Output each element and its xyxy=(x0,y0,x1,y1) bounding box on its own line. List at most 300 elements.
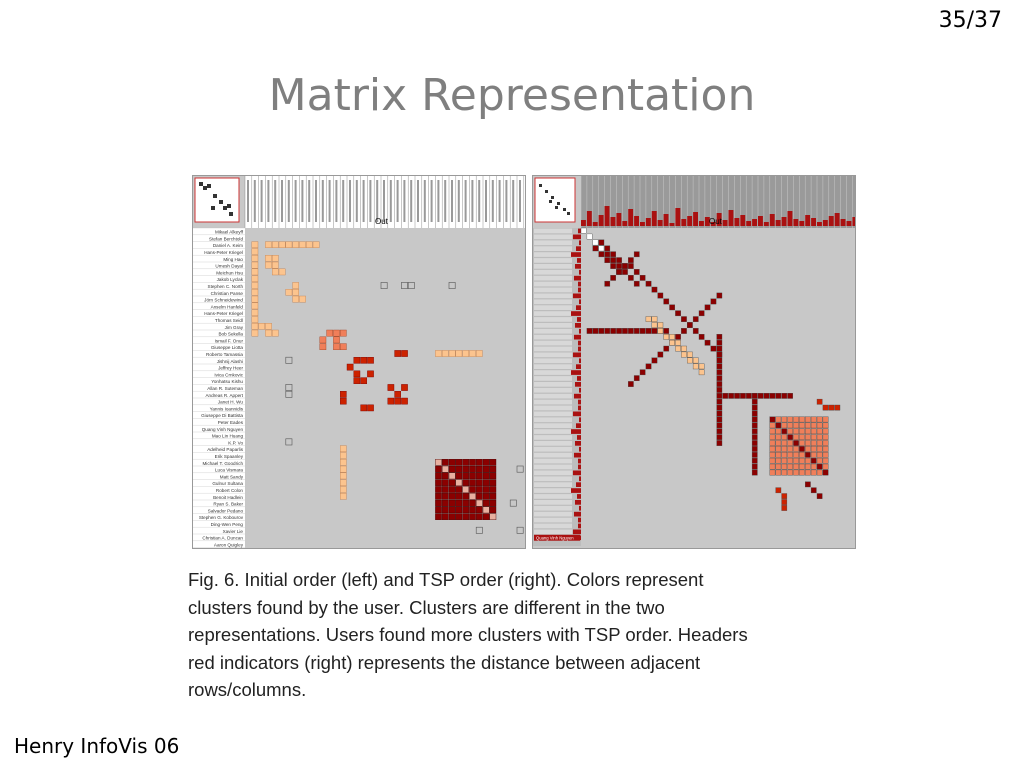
distance-indicator xyxy=(770,214,775,226)
distance-indicator xyxy=(574,512,581,517)
distance-indicator xyxy=(575,441,581,446)
matrix-cell xyxy=(817,429,822,434)
row-label-mark xyxy=(534,494,572,499)
matrix-cell xyxy=(469,350,475,356)
matrix-cell xyxy=(252,296,258,302)
matrix-cell xyxy=(776,464,781,469)
matrix-cell xyxy=(463,493,469,499)
matrix-cell xyxy=(799,470,804,475)
matrix-cell xyxy=(646,328,651,333)
matrix-cell xyxy=(435,514,441,520)
matrix-cell xyxy=(622,269,627,274)
matrix-cell xyxy=(354,378,360,384)
matrix-cell xyxy=(395,391,401,397)
column-header-text-mark xyxy=(458,180,460,222)
matrix-cell xyxy=(717,387,722,392)
matrix-cell xyxy=(340,493,346,499)
matrix-cell xyxy=(265,323,271,329)
matrix-cell xyxy=(599,328,604,333)
matrix-cell xyxy=(490,514,496,520)
distance-indicator xyxy=(579,476,581,481)
row-label: K.P. Vo xyxy=(228,440,243,446)
matrix-cell xyxy=(811,452,816,457)
distance-indicator xyxy=(575,500,581,505)
matrix-cell xyxy=(340,466,346,472)
matrix-cell xyxy=(634,281,639,286)
matrix-cell xyxy=(469,507,475,513)
matrix-cell xyxy=(793,464,798,469)
matrix-cell xyxy=(456,350,462,356)
distance-indicator xyxy=(734,218,739,226)
matrix-cell xyxy=(817,399,822,404)
matrix-cell xyxy=(664,299,669,304)
row-label: Jakob Lyclak xyxy=(216,277,243,283)
matrix-cell xyxy=(435,493,441,499)
matrix-cell xyxy=(782,452,787,457)
matrix-cell xyxy=(272,242,278,248)
matrix-cell xyxy=(664,328,669,333)
distance-indicator xyxy=(817,222,822,226)
matrix-cell xyxy=(469,473,475,479)
row-label: Christian A. Duncan xyxy=(202,535,243,541)
distance-indicator xyxy=(574,394,581,399)
matrix-cell xyxy=(823,440,828,445)
matrix-cell xyxy=(699,370,704,375)
matrix-cell xyxy=(252,303,258,309)
matrix-cell xyxy=(799,458,804,463)
empty-cell-outline xyxy=(476,527,482,533)
row-label-mark xyxy=(534,417,572,422)
distance-indicator xyxy=(579,388,581,393)
matrix-cell xyxy=(449,486,455,492)
right-matrix-panel xyxy=(532,175,856,549)
matrix-cell xyxy=(340,391,346,397)
matrix-cell xyxy=(788,423,793,428)
distance-indicator xyxy=(628,209,633,226)
matrix-cell xyxy=(476,514,482,520)
distance-indicator xyxy=(576,364,581,369)
column-header-text-mark xyxy=(505,180,507,222)
matrix-cell xyxy=(652,358,657,363)
matrix-cell xyxy=(782,435,787,440)
matrix-cell xyxy=(823,470,828,475)
row-label-mark xyxy=(534,276,572,281)
matrix-cell xyxy=(788,440,793,445)
distance-indicator xyxy=(577,376,581,381)
matrix-cell xyxy=(788,446,793,451)
matrix-cell xyxy=(456,507,462,513)
distance-indicator xyxy=(693,212,698,226)
distance-indicator xyxy=(579,270,581,275)
row-label-mark xyxy=(534,394,572,399)
row-label-mark xyxy=(534,376,572,381)
thumbnail-mark xyxy=(229,212,233,216)
matrix-cell xyxy=(435,350,441,356)
matrix-cell xyxy=(469,500,475,506)
row-label: Ming Hao xyxy=(223,256,243,262)
matrix-cell xyxy=(449,350,455,356)
matrix-cell xyxy=(675,346,680,351)
matrix-cell xyxy=(752,417,757,422)
matrix-cell xyxy=(490,486,496,492)
column-header-text-mark xyxy=(492,180,494,222)
out-label: Out xyxy=(709,217,722,226)
matrix-cell xyxy=(463,500,469,506)
matrix-cell xyxy=(823,452,828,457)
matrix-cell xyxy=(490,480,496,486)
matrix-cell xyxy=(717,352,722,357)
matrix-cell xyxy=(811,488,816,493)
matrix-cell xyxy=(793,423,798,428)
matrix-cell xyxy=(628,258,633,263)
row-label: Yonhatsu Kishu xyxy=(211,379,243,385)
row-label-mark xyxy=(534,500,572,505)
matrix-cell xyxy=(347,364,353,370)
row-label-mark xyxy=(534,471,572,476)
matrix-cell xyxy=(388,384,394,390)
column-header-text-mark xyxy=(315,180,317,222)
matrix-cell xyxy=(605,258,610,263)
matrix-cell xyxy=(442,466,448,472)
column-header-text-mark xyxy=(512,180,514,222)
matrix-cell xyxy=(758,393,763,398)
matrix-cell xyxy=(456,500,462,506)
matrix-cell xyxy=(616,258,621,263)
matrix-cell xyxy=(817,446,822,451)
matrix-cell xyxy=(752,423,757,428)
distance-indicator xyxy=(571,370,581,375)
matrix-cell xyxy=(652,322,657,327)
matrix-cell xyxy=(463,466,469,472)
distance-indicator xyxy=(811,218,816,226)
empty-cell-outline xyxy=(401,282,407,288)
distance-indicator xyxy=(578,518,581,523)
last-row-label: Quang Vinh Nguyen xyxy=(536,535,574,541)
matrix-cell xyxy=(717,440,722,445)
matrix-cell xyxy=(670,305,675,310)
matrix-cell xyxy=(793,446,798,451)
matrix-cell xyxy=(354,371,360,377)
matrix-cell xyxy=(483,480,489,486)
matrix-cell xyxy=(670,334,675,339)
matrix-cell xyxy=(340,480,346,486)
row-label-mark xyxy=(534,305,572,310)
distance-indicator xyxy=(578,459,581,464)
matrix-cell xyxy=(469,486,475,492)
matrix-cell xyxy=(782,429,787,434)
matrix-cell xyxy=(817,452,822,457)
distance-indicator xyxy=(579,329,581,334)
matrix-cell xyxy=(752,399,757,404)
matrix-cell xyxy=(476,486,482,492)
matrix-cell xyxy=(770,470,775,475)
row-label-mark xyxy=(534,429,572,434)
matrix-cell xyxy=(835,405,840,410)
matrix-cell xyxy=(469,514,475,520)
matrix-cell xyxy=(401,350,407,356)
matrix-cell xyxy=(823,458,828,463)
matrix-cell xyxy=(687,358,692,363)
matrix-cell xyxy=(265,255,271,261)
matrix-cell xyxy=(259,323,265,329)
matrix-cell xyxy=(599,246,604,251)
matrix-cell xyxy=(752,411,757,416)
matrix-cell xyxy=(605,281,610,286)
empty-cell-outline xyxy=(449,282,455,288)
row-label-mark xyxy=(534,476,572,481)
matrix-cell xyxy=(293,289,299,295)
column-header-text-mark xyxy=(485,180,487,222)
distance-indicator xyxy=(578,341,581,346)
distance-indicator xyxy=(581,220,586,226)
matrix-cell xyxy=(483,493,489,499)
column-header-text-mark xyxy=(431,180,433,222)
matrix-cell xyxy=(299,296,305,302)
matrix-cell xyxy=(340,486,346,492)
matrix-cell xyxy=(776,435,781,440)
matrix-cell xyxy=(799,446,804,451)
matrix-cell xyxy=(770,452,775,457)
row-label: Bob Sekella xyxy=(218,331,243,337)
matrix-cell xyxy=(367,357,373,363)
matrix-cell xyxy=(717,376,722,381)
column-header-text-mark xyxy=(444,180,446,222)
matrix-cell xyxy=(622,263,627,268)
distance-indicator xyxy=(579,299,581,304)
column-header-text-mark xyxy=(369,180,371,222)
matrix-cell xyxy=(823,423,828,428)
matrix-cell xyxy=(711,299,716,304)
row-label-mark xyxy=(534,299,572,304)
row-label-mark xyxy=(534,229,572,234)
thumbnail-mark xyxy=(207,184,211,188)
distance-indicator xyxy=(571,252,581,257)
row-label-mark xyxy=(534,329,572,334)
row-label-mark xyxy=(534,364,572,369)
matrix-cell xyxy=(442,486,448,492)
matrix-cell xyxy=(293,242,299,248)
matrix-cell xyxy=(401,398,407,404)
matrix-cell xyxy=(327,330,333,336)
matrix-cell xyxy=(640,275,645,280)
matrix-cell xyxy=(782,423,787,428)
distance-indicator xyxy=(829,216,834,226)
matrix-cell xyxy=(469,480,475,486)
empty-cell-outline xyxy=(286,384,292,390)
matrix-cell xyxy=(782,458,787,463)
row-label-mark xyxy=(534,311,572,316)
distance-indicator xyxy=(841,219,846,226)
matrix-cell xyxy=(449,480,455,486)
matrix-cell xyxy=(313,242,319,248)
matrix-cell xyxy=(442,459,448,465)
column-header-text-mark xyxy=(335,180,337,222)
distance-indicator xyxy=(670,223,675,226)
row-label-mark xyxy=(534,258,572,263)
matrix-cell xyxy=(599,252,604,257)
distance-indicator xyxy=(578,465,581,470)
row-label: Janet H. Wu xyxy=(217,399,243,405)
row-label: Stephen C. North xyxy=(207,284,243,289)
matrix-cell xyxy=(817,440,822,445)
matrix-cell xyxy=(717,405,722,410)
row-label-mark xyxy=(534,282,572,287)
row-label-mark xyxy=(534,246,572,251)
row-label: Giuseppe Liotta xyxy=(210,345,243,351)
matrix-cell xyxy=(252,323,258,329)
matrix-cell xyxy=(782,440,787,445)
matrix-cell xyxy=(705,305,710,310)
matrix-cell xyxy=(829,405,834,410)
distance-indicator xyxy=(573,530,581,535)
matrix-cell xyxy=(340,344,346,350)
row-label-mark xyxy=(534,530,572,535)
matrix-cell xyxy=(361,378,367,384)
distance-indicator xyxy=(575,382,581,387)
matrix-cell xyxy=(811,417,816,422)
page-number: 35/37 xyxy=(938,8,1002,33)
row-label-mark xyxy=(534,235,572,240)
distance-indicator xyxy=(571,311,581,316)
matrix-cell xyxy=(490,507,496,513)
matrix-cell xyxy=(463,350,469,356)
matrix-cell xyxy=(449,507,455,513)
column-header-text-mark xyxy=(397,180,399,222)
matrix-cell xyxy=(463,473,469,479)
matrix-cell xyxy=(272,269,278,275)
distance-indicator xyxy=(658,220,663,226)
matrix-cell xyxy=(605,252,610,257)
matrix-cell xyxy=(354,357,360,363)
row-label: Hans-Peter Kriegel xyxy=(204,250,243,255)
matrix-cell xyxy=(361,357,367,363)
matrix-cell xyxy=(793,429,798,434)
matrix-cell xyxy=(717,346,722,351)
matrix-cell xyxy=(593,246,598,251)
matrix-cell xyxy=(634,328,639,333)
matrix-cell xyxy=(490,493,496,499)
matrix-cell xyxy=(664,334,669,339)
distance-indicator xyxy=(852,217,855,226)
matrix-cell xyxy=(463,514,469,520)
matrix-cell xyxy=(361,405,367,411)
matrix-figure xyxy=(190,170,856,554)
row-label: Giuseppe Di Battista xyxy=(201,413,243,419)
matrix-cell xyxy=(717,429,722,434)
matrix-cell xyxy=(442,493,448,499)
matrix-cell xyxy=(435,500,441,506)
empty-cell-outline xyxy=(286,357,292,363)
distance-indicator xyxy=(788,211,793,226)
matrix-cell xyxy=(483,466,489,472)
matrix-cell xyxy=(279,269,285,275)
row-label: Yannis Ioannidis xyxy=(209,406,243,412)
distance-indicator xyxy=(723,220,728,226)
matrix-cell xyxy=(776,446,781,451)
matrix-cell xyxy=(442,507,448,513)
distance-indicator xyxy=(577,494,581,499)
matrix-cell xyxy=(293,282,299,288)
matrix-cell xyxy=(640,328,645,333)
column-header-text-mark xyxy=(499,180,501,222)
matrix-cell xyxy=(664,346,669,351)
distance-indicator xyxy=(611,217,616,226)
matrix-cell xyxy=(687,322,692,327)
matrix-cell xyxy=(776,488,781,493)
row-label-mark xyxy=(534,240,572,245)
matrix-cell xyxy=(752,435,757,440)
distance-indicator xyxy=(577,317,581,322)
matrix-cell xyxy=(252,316,258,322)
matrix-cell xyxy=(717,417,722,422)
empty-cell-outline xyxy=(286,439,292,445)
row-label: Xavier Lie xyxy=(222,528,243,534)
matrix-cell xyxy=(449,473,455,479)
matrix-cell xyxy=(805,429,810,434)
column-header-text-mark xyxy=(247,180,249,222)
matrix-cell xyxy=(670,340,675,345)
distance-indicator xyxy=(805,215,810,226)
matrix-cell xyxy=(476,500,482,506)
matrix-cell xyxy=(805,470,810,475)
matrix-cell xyxy=(776,458,781,463)
matrix-cell xyxy=(770,435,775,440)
row-label: Aaron Quigley xyxy=(213,542,243,548)
matrix-cell xyxy=(811,470,816,475)
matrix-cell xyxy=(805,446,810,451)
matrix-cell xyxy=(717,340,722,345)
row-label-mark xyxy=(534,400,572,405)
matrix-cell xyxy=(788,417,793,422)
matrix-cell xyxy=(611,258,616,263)
row-label: Jishnij Alashi xyxy=(216,358,243,364)
thumbnail-mark xyxy=(199,182,203,186)
distance-indicator xyxy=(576,482,581,487)
caption-line: rows/columns. xyxy=(188,679,307,700)
matrix-cell xyxy=(395,398,401,404)
matrix-cell xyxy=(463,480,469,486)
row-label: Jim Gray xyxy=(224,324,243,330)
row-label-mark xyxy=(534,453,572,458)
row-label-mark xyxy=(534,317,572,322)
matrix-cell xyxy=(788,393,793,398)
distance-indicator xyxy=(573,471,581,476)
matrix-cell xyxy=(793,435,798,440)
column-header-text-mark xyxy=(349,180,351,222)
matrix-cell xyxy=(799,464,804,469)
row-label: Mao Lin Huang xyxy=(211,433,243,439)
distance-indicator xyxy=(764,222,769,226)
matrix-cell xyxy=(435,480,441,486)
matrix-cell xyxy=(476,493,482,499)
row-label-mark xyxy=(534,252,572,257)
matrix-cell xyxy=(729,393,734,398)
column-header-text-mark xyxy=(274,180,276,222)
matrix-cell xyxy=(805,482,810,487)
column-header-text-mark xyxy=(261,180,263,222)
distance-indicator xyxy=(579,358,581,363)
thumbnail-mark xyxy=(213,194,217,198)
row-label-mark xyxy=(534,441,572,446)
matrix-cell xyxy=(442,514,448,520)
matrix-cell xyxy=(265,262,271,268)
matrix-cell xyxy=(616,328,621,333)
row-label: Stefan Berchtold xyxy=(209,236,243,242)
row-label-mark xyxy=(534,518,572,523)
distance-indicator xyxy=(847,221,852,226)
figure-caption xyxy=(188,566,858,704)
matrix-cell xyxy=(581,228,586,233)
